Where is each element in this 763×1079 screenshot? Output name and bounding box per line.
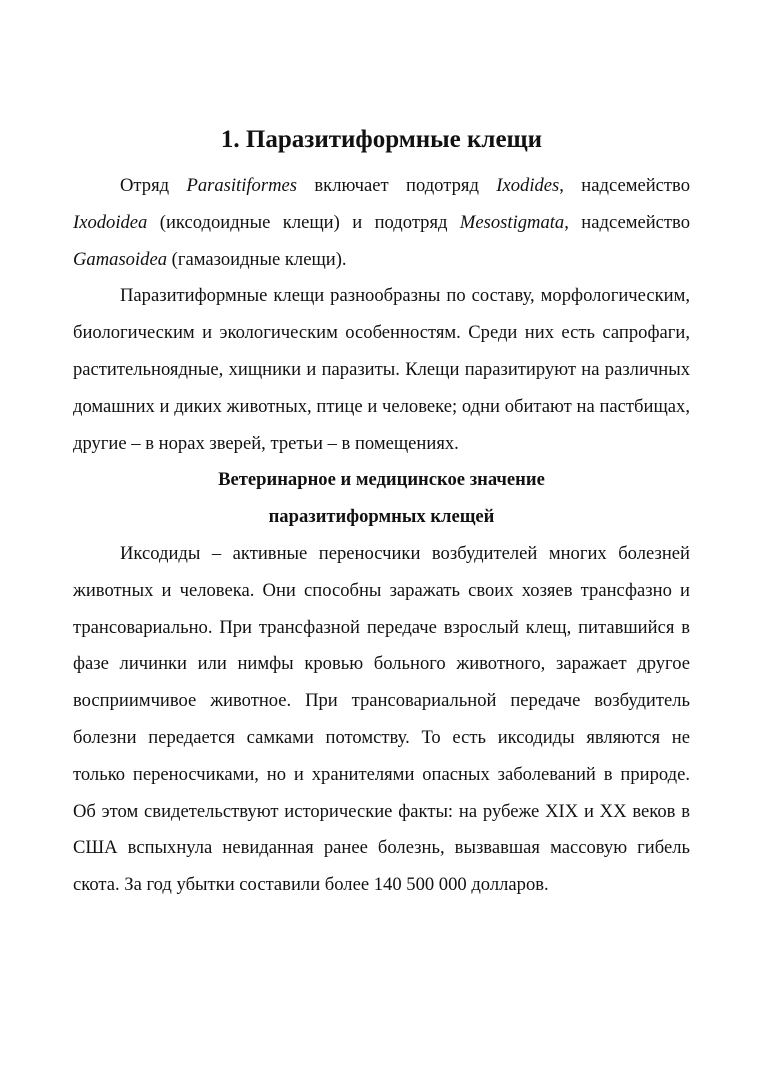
document-body (73, 168, 690, 904)
subheading-line-1: Ветеринарное и медицинское значение (218, 469, 545, 491)
text-run: , надсемейство (564, 211, 690, 233)
text-run: , надсемейство (559, 175, 690, 196)
text-run: (гамазоидные клещи). (167, 248, 347, 270)
taxon-name: Gamasoidea (73, 248, 167, 270)
subheading-line-2: паразитиформных клещей (268, 506, 495, 528)
paragraph-diversity: Паразитиформные клещи разнообразны по составу, морфологическим, биологическим и экологическим особенностям. Среди них есть сапрофаги, растительноядные, хищники и паразиты. Клещи паразитируют на различных домашних и диких животных, птице и человеке; одни обитают на пастбищах, другие – в норах зверей, третьи – в помещениях. (73, 285, 690, 454)
text-run: включает подотряд (297, 175, 497, 196)
page-title: 1. Паразитиформные клещи (220, 126, 543, 153)
section-subheading (73, 462, 690, 536)
paragraph-order-description (73, 168, 690, 278)
text-run: (иксодоидные клещи) и подотряд (147, 211, 460, 233)
paragraph-veterinary-significance: Иксодиды – активные переносчики возбудителей многих болезней животных и человека. Они способны заражать своих хозяев трансфазно и трансовариально. При трансфазной передаче взрослый клещ, питавшийся в фазе личинки или нимфы кровью больного животного, заражает другое восприимчивое животное. При трансовариальной передаче возбудитель болезни передается самками потомству. То есть иксодиды являются не только переносчиками, но и хранителями опасных заболеваний в природе. Об этом свидетельствуют исторические факты: на рубеже XIX и XX веков в США вспыхнула невиданная ранее болезнь, вызвавшая массовую гибель скота. За год убытки составили более 140 500 000 долларов. (73, 542, 690, 896)
text-run: Отряд (120, 175, 187, 196)
taxon-name: Parasitiformes (186, 175, 298, 196)
taxon-name: Ixodides (496, 175, 560, 196)
taxon-name: Mesostigmata (459, 211, 565, 233)
taxon-name: Ixodoidea (73, 211, 148, 233)
